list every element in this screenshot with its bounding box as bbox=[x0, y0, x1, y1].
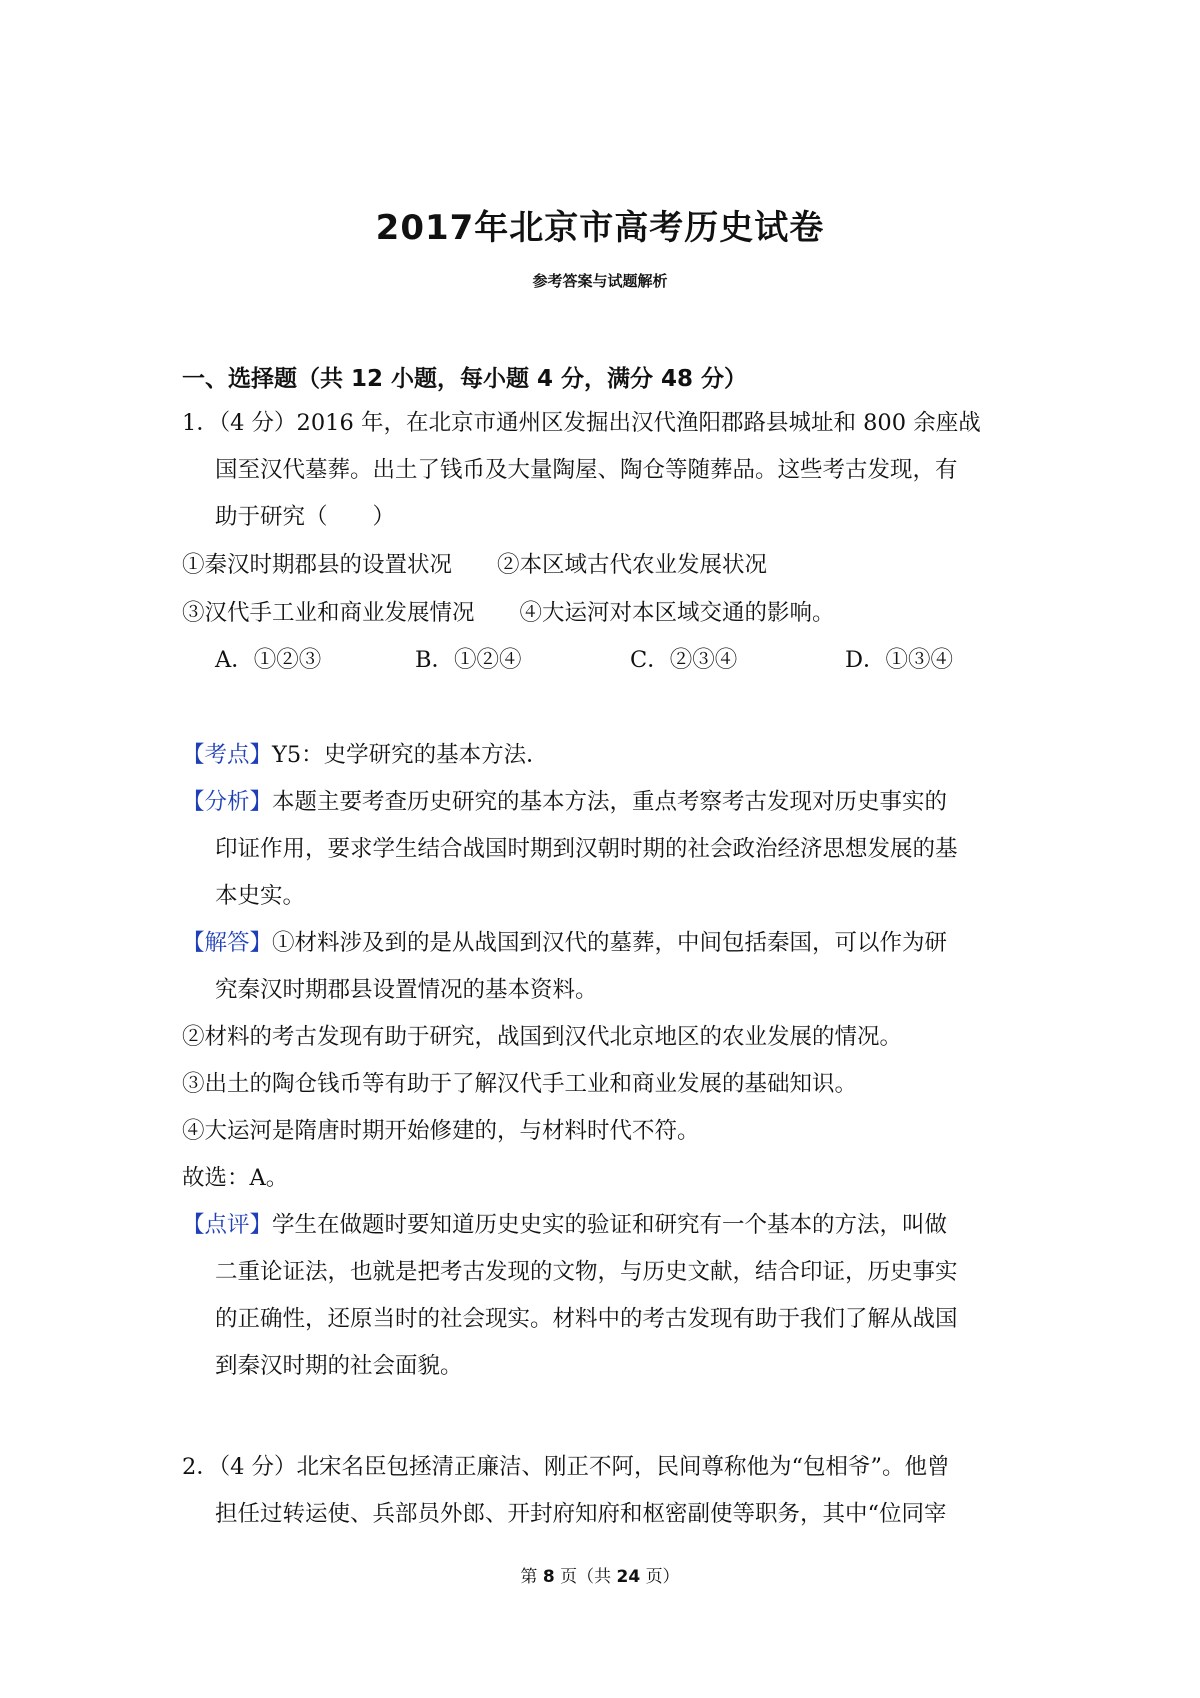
q1-line-2: 国至汉代墓葬。出土了钱币及大量陶屋、陶仓等随葬品。这些考古发现，有 bbox=[215, 457, 958, 483]
jieda-text-1: ①材料涉及到的是从战国到汉代的墓葬，中间包括秦国，可以作为研 bbox=[272, 930, 948, 956]
option-d: D．①③④ bbox=[845, 647, 954, 673]
fenxi-line-1 bbox=[182, 787, 947, 817]
fenxi-text-1: 本题主要考查历史研究的基本方法，重点考察考古发现对历史事实的 bbox=[272, 789, 948, 815]
dianping-line-2: 二重论证法，也就是把考古发现的文物，与历史文献，结合印证，历史事实 bbox=[215, 1259, 958, 1285]
fenxi-line-3: 本史实。 bbox=[215, 883, 306, 909]
page-subtitle: 参考答案与试题解析 bbox=[532, 272, 668, 290]
dianping-tag: 【点评】 bbox=[182, 1212, 273, 1238]
footer-prefix: 第 bbox=[520, 1567, 538, 1587]
q1-line-1: 1．（4 分）2016 年，在北京市通州区发掘出汉代渔阳郡路县城址和 800 余座战 bbox=[182, 410, 981, 436]
jieda-line-4: ③出土的陶仓钱币等有助于了解汉代手工业和商业发展的基础知识。 bbox=[182, 1071, 858, 1097]
dianping-line-3: 的正确性，还原当时的社会现实。材料中的考古发现有助于我们了解从战国 bbox=[215, 1306, 958, 1332]
kaodian-tag: 【考点】 bbox=[182, 742, 273, 768]
q2-line-2: 担任过转运使、兵部员外郎、开封府知府和枢密副使等职务，其中“位同宰 bbox=[215, 1501, 947, 1527]
page-title: 2017年北京市高考历史试卷 bbox=[375, 208, 825, 248]
fenxi-line-2: 印证作用，要求学生结合战国时期到汉朝时期的社会政治经济思想发展的基 bbox=[215, 836, 958, 862]
jieda-line-5: ④大运河是隋唐时期开始修建的，与材料时代不符。 bbox=[182, 1118, 700, 1144]
kaodian-text: Y5：史学研究的基本方法． bbox=[272, 742, 549, 768]
footer-total-pages: 24 bbox=[616, 1567, 641, 1587]
q1-items-line-1: ①秦汉时期郡县的设置状况 ②本区域古代农业发展状况 bbox=[182, 552, 768, 578]
option-a: A．①②③ bbox=[215, 647, 322, 673]
option-c: C．②③④ bbox=[630, 647, 738, 673]
kaodian-line bbox=[182, 740, 549, 770]
jieda-tag: 【解答】 bbox=[182, 930, 273, 956]
jieda-line-2: 究秦汉时期郡县设置情况的基本资料。 bbox=[215, 977, 598, 1003]
jieda-line-1 bbox=[182, 928, 947, 958]
fenxi-tag: 【分析】 bbox=[182, 789, 273, 815]
page-footer bbox=[0, 1562, 1200, 1587]
q1-line-3: 助于研究（ ） bbox=[215, 504, 396, 530]
dianping-text-1: 学生在做题时要知道历史史实的验证和研究有一个基本的方法，叫做 bbox=[272, 1212, 948, 1238]
q2-line-1: 2．（4 分）北宋名臣包拯清正廉洁、刚正不阿，民间尊称他为“包相爷”。他曾 bbox=[182, 1454, 950, 1480]
footer-suffix: 页） bbox=[645, 1567, 680, 1587]
section-heading: 一、选择题（共 12 小题，每小题 4 分，满分 48 分） bbox=[182, 366, 748, 392]
footer-page-number: 8 bbox=[542, 1567, 555, 1587]
q1-items-line-2: ③汉代手工业和商业发展情况 ④大运河对本区域交通的影响。 bbox=[182, 600, 835, 626]
option-b: B．①②④ bbox=[415, 647, 522, 673]
jieda-line-3: ②材料的考古发现有助于研究，战国到汉代北京地区的农业发展的情况。 bbox=[182, 1024, 903, 1050]
footer-middle: 页（共 bbox=[560, 1567, 612, 1587]
dianping-line-1 bbox=[182, 1210, 947, 1240]
dianping-line-4: 到秦汉时期的社会面貌。 bbox=[215, 1353, 463, 1379]
answer-line: 故选：A。 bbox=[182, 1165, 289, 1191]
